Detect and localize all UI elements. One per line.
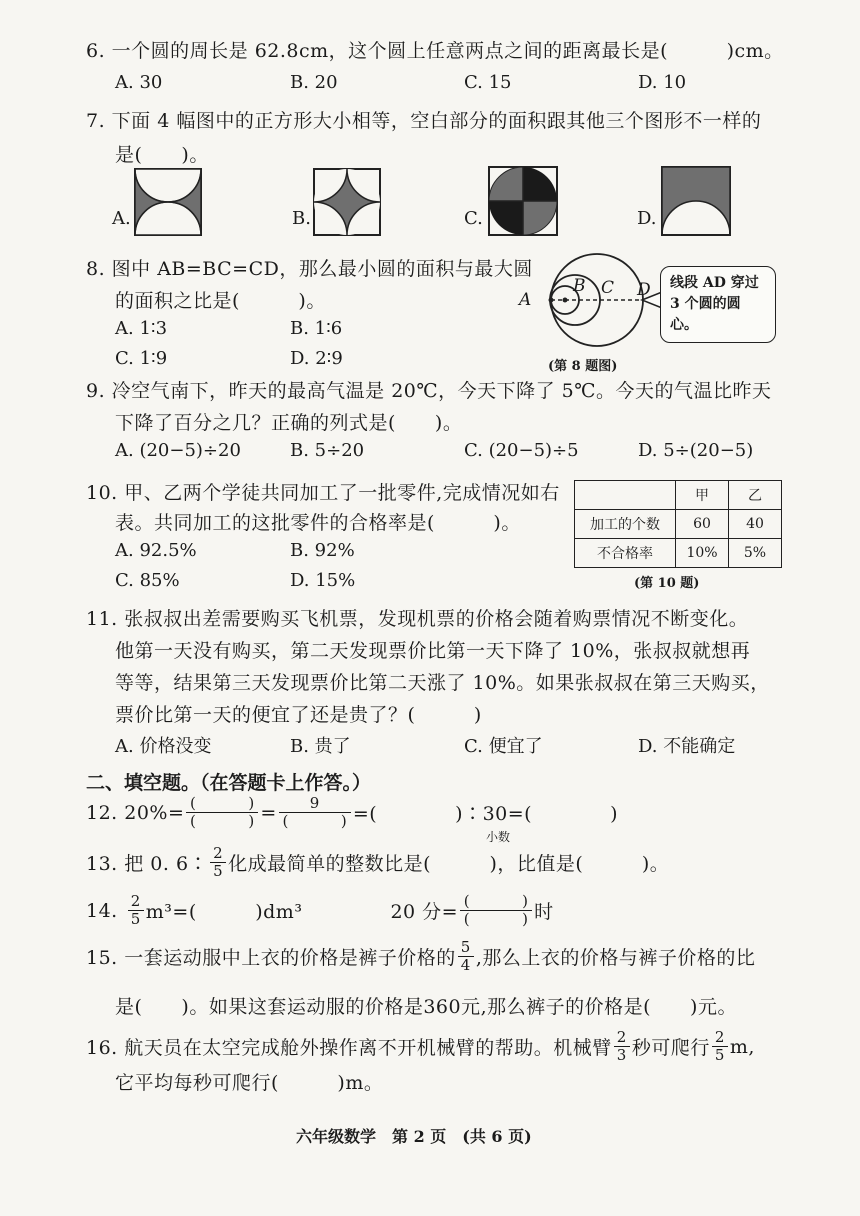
- q9-option-c: C. (20−5)÷5: [464, 440, 579, 461]
- table-cell: 10%: [676, 539, 729, 568]
- q7-figure-c: [488, 166, 560, 236]
- q16-suffix: m,: [729, 1035, 755, 1058]
- q14-blank-numerator: ( ): [460, 894, 532, 911]
- q13-numerator: 2: [210, 846, 226, 863]
- q10-stem-line2: 表。共同加工的这批零件的合格率是( )。: [115, 512, 521, 534]
- q15-prefix: 15. 一套运动服中上衣的价格是裤子价格的: [86, 947, 456, 969]
- q15-line1: [86, 940, 755, 973]
- q8-point-c: C: [601, 278, 615, 298]
- q7-stem-line2: 是( )。: [115, 144, 209, 166]
- q8-point-a: A: [519, 290, 532, 310]
- q13-line: [86, 846, 669, 879]
- q9-option-a: A. (20−5)÷20: [115, 440, 241, 461]
- q14-part3: 时: [534, 901, 554, 923]
- table-row: [575, 481, 782, 510]
- q9-option-b: B. 5÷20: [290, 440, 365, 461]
- q10-option-d: D. 15%: [290, 570, 356, 591]
- page-footer: 六年级数学 第 2 页 (共 6 页): [296, 1127, 532, 1146]
- table-row: [575, 539, 782, 568]
- q15-denominator: 4: [460, 956, 471, 974]
- q14-part1: m³=( )dm³: [145, 901, 303, 923]
- q7-label-a: A.: [112, 208, 131, 229]
- q11-stem-line4: 票价比第一天的便宜了还是贵了？( ): [115, 704, 482, 726]
- q8-option-a: A. 1∶3: [115, 318, 168, 339]
- table-cell: 5%: [729, 539, 782, 568]
- q14-line: [86, 894, 554, 927]
- q14-denominator: 5: [130, 910, 141, 928]
- q13-suffix: 化成最简单的整数比是( )，比值是( )。: [228, 853, 670, 875]
- q11-option-b: B. 贵了: [290, 736, 351, 757]
- q8-option-d: D. 2∶9: [290, 348, 343, 369]
- q12-blank-fraction-1: [186, 796, 258, 829]
- q12-denominator-2: ( ): [282, 812, 348, 830]
- q13-prefix: 13. 把 0. 6∶: [86, 853, 209, 875]
- table-row: [575, 510, 782, 539]
- q16-numerator-1: 2: [614, 1030, 630, 1047]
- q9-option-d: D. 5÷(20−5): [638, 440, 754, 461]
- q11-stem-line2: 他第一天没有购买，第二天发现票价比第一天下降了 10%，张叔叔就想再: [115, 640, 751, 662]
- q16-prefix: 16. 航天员在太空完成舱外操作离不开机械臂的帮助。机械臂: [86, 1037, 612, 1059]
- q10-table: [574, 480, 782, 568]
- table-header-cell: 甲: [676, 481, 729, 510]
- section-title: 二、填空题。（在答题卡上作答。）: [86, 772, 372, 794]
- q14-fraction: [128, 894, 144, 927]
- q10-option-c: C. 85%: [115, 570, 180, 591]
- table-header-cell: [575, 481, 676, 510]
- table-cell: 40: [729, 510, 782, 539]
- q7-figure-b: [313, 168, 383, 236]
- q12-fraction-2: [279, 796, 351, 829]
- q10-stem-line1: 10. 甲、乙两个学徒共同加工了一批零件,完成情况如右: [86, 482, 560, 504]
- q11-stem-line3: 等等，结果第三天发现票价比第二天涨了 10%。如果张叔叔在第三天购买，: [115, 672, 770, 694]
- q16-denominator-1: 3: [616, 1046, 627, 1064]
- q11-stem-line1: 11. 张叔叔出差需要购买飞机票，发现机票的价格会随着购票情况不断变化。: [86, 608, 749, 630]
- table-cell: 60: [676, 510, 729, 539]
- q8-option-c: C. 1∶9: [115, 348, 168, 369]
- q15-suffix: ,那么上衣的价格与裤子价格的比: [475, 947, 756, 969]
- q14-prefix: 14.: [86, 899, 118, 922]
- q8-option-b: B. 1∶6: [290, 318, 343, 339]
- q6-stem: 6. 一个圆的周长是 62.8cm，这个圆上任意两点之间的距离最长是( )cm。: [86, 40, 784, 62]
- q8-stem-line2: 的面积之比是( )。: [115, 290, 326, 312]
- q9-stem-line2: 下降了百分之几？正确的列式是( )。: [115, 412, 463, 434]
- q7-stem-line1: 7. 下面 4 幅图中的正方形大小相等，空白部分的面积跟其他三个图形不一样的: [86, 110, 762, 132]
- q11-option-c: C. 便宜了: [464, 736, 543, 757]
- q8-stem-line1: 8. 图中 AB=BC=CD，那么最小圆的面积与最大圆: [86, 258, 533, 280]
- q6-option-b: B. 20: [290, 72, 338, 93]
- q14-numerator: 2: [128, 894, 144, 911]
- q10-option-a: A. 92.5%: [115, 540, 197, 561]
- q7-label-d: D.: [637, 208, 657, 229]
- q8-point-d: D: [637, 280, 651, 300]
- q8-callout-bubble: 线段 AD 穿过 3 个圆的圆心。: [660, 266, 776, 343]
- q9-stem-line1: 9. 冷空气南下，昨天的最高气温是 20℃，今天下降了 5℃。今天的气温比昨天: [86, 380, 772, 402]
- q12-denominator: ( ): [190, 812, 255, 830]
- q6-option-d: D. 10: [638, 72, 687, 93]
- q14-blank-denominator: ( ): [463, 910, 529, 928]
- table-cell: 不合格率: [575, 539, 676, 568]
- q16-line1: [86, 1030, 755, 1063]
- q16-denominator-2: 5: [714, 1046, 725, 1064]
- q12-numerator-9: 9: [279, 796, 351, 813]
- q6-option-a: A. 30: [115, 72, 163, 93]
- q10-option-b: B. 92%: [290, 540, 355, 561]
- q13-denominator: 5: [213, 862, 224, 880]
- q16-line2: 它平均每秒可爬行( )m。: [115, 1072, 384, 1094]
- q12-numerator: ( ): [186, 796, 258, 813]
- q7-label-c: C.: [464, 208, 483, 229]
- q12-equals: =: [260, 801, 277, 824]
- q12-prefix: 12. 20%=: [86, 801, 185, 824]
- q6-option-c: C. 15: [464, 72, 512, 93]
- q8-circles-figure: [515, 248, 645, 358]
- q12-note-decimal: 小数: [486, 830, 511, 844]
- q15-line2: 是( )。如果这套运动服的价格是360元,那么裤子的价格是( )元。: [115, 996, 737, 1018]
- table-header-cell: 乙: [729, 481, 782, 510]
- q8-point-b: B: [573, 276, 586, 296]
- q10-caption: (第 10 题): [634, 576, 700, 591]
- q14-blank-fraction: [460, 894, 532, 927]
- q16-fraction-1: [614, 1030, 630, 1063]
- q12-rest: =( )∶30=( ): [352, 803, 618, 825]
- q11-option-a: A. 价格没变: [115, 736, 212, 757]
- table-cell: 加工的个数: [575, 510, 676, 539]
- q16-numerator-2: 2: [712, 1030, 728, 1047]
- q11-option-d: D. 不能确定: [638, 736, 736, 757]
- q16-fraction-2: [712, 1030, 728, 1063]
- q7-figure-d: [661, 166, 733, 236]
- q8-caption: (第 8 题图): [548, 359, 618, 374]
- q13-fraction: [210, 846, 226, 879]
- q14-part2: 20 分=: [390, 901, 459, 923]
- q12-line: [86, 796, 618, 829]
- q7-figure-a: [134, 168, 204, 236]
- q15-numerator: 5: [458, 940, 474, 957]
- q16-mid: 秒可爬行: [631, 1037, 710, 1059]
- q7-label-b: B.: [292, 208, 311, 229]
- q15-fraction: [458, 940, 474, 973]
